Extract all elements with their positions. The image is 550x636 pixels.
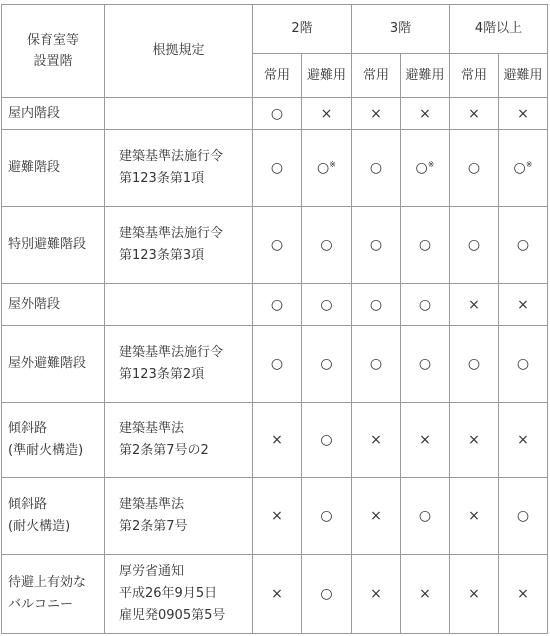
row-name-cell <box>2 403 105 478</box>
mark-symbol: × <box>468 508 480 524</box>
mark-cell <box>401 207 450 284</box>
header-floor-2: 2階 <box>253 5 352 54</box>
basis-cell <box>105 403 253 478</box>
mark-symbol: × <box>468 105 480 122</box>
table-row <box>2 130 548 207</box>
header-setting-floor-line1: 保育室等 <box>26 33 79 48</box>
mark-symbol: ○ <box>270 296 284 313</box>
footnote-asterisk: ※ <box>525 160 533 169</box>
basis-line: 建築基準法施行令 <box>119 226 224 241</box>
mark-symbol: ○ <box>467 160 481 176</box>
basis-line: 建築基準法 <box>119 421 185 436</box>
mark-symbol: ○ <box>369 237 383 253</box>
mark-symbol: ○ <box>369 356 383 372</box>
mark-cell <box>499 284 548 326</box>
basis-cell <box>105 478 253 555</box>
basis-line: 第2条第7号 <box>119 519 188 534</box>
mark-cell <box>352 98 401 130</box>
mark-symbol: × <box>468 296 480 313</box>
header-floor-4-plus: 4階以上 <box>450 5 548 54</box>
mark-cell <box>253 478 302 555</box>
mark-symbol: ○ <box>320 237 333 253</box>
mark-symbol: ○ <box>516 508 530 524</box>
mark-cell <box>302 98 352 130</box>
mark-cell <box>499 478 548 555</box>
mark-symbol: ○ <box>418 296 432 313</box>
header-normal-2: 常用 <box>253 54 302 98</box>
mark-cell <box>450 98 499 130</box>
row-name-cell <box>2 478 105 555</box>
mark-cell <box>450 403 499 478</box>
footnote-asterisk: ※ <box>427 160 435 169</box>
mark-cell <box>450 284 499 326</box>
header-normal-3: 常用 <box>352 54 401 98</box>
mark-symbol: × <box>517 432 529 448</box>
row-name-cell <box>2 284 105 326</box>
header-floor-3: 3階 <box>352 5 450 54</box>
mark-symbol: ○ <box>467 237 481 253</box>
mark-symbol: ○ <box>270 356 284 372</box>
row-name-line: 傾斜路 <box>8 497 48 512</box>
mark-symbol: × <box>370 586 382 602</box>
mark-cell <box>450 326 499 403</box>
row-name-line: (準耐火構造) <box>8 443 84 458</box>
basis-line: 建築基準法 <box>119 497 185 512</box>
mark-cell <box>401 98 450 130</box>
header-row-floors <box>2 5 548 54</box>
basis-line: 第2条第7号の2 <box>119 443 209 458</box>
mark-cell <box>302 403 352 478</box>
mark-cell <box>253 555 302 634</box>
basis-line: 雇児発0905第5号 <box>119 608 226 623</box>
mark-symbol: × <box>271 508 283 524</box>
mark-cell <box>253 98 302 130</box>
basis-cell <box>105 207 253 284</box>
mark-symbol: ○ <box>513 160 526 176</box>
mark-cell <box>499 555 548 634</box>
table-row <box>2 403 548 478</box>
mark-cell <box>352 326 401 403</box>
basis-line: 第123条第1項 <box>119 171 205 186</box>
mark-symbol: × <box>517 586 529 602</box>
mark-symbol: × <box>370 508 382 524</box>
mark-cell <box>253 403 302 478</box>
row-name-cell <box>2 98 105 130</box>
mark-cell <box>352 207 401 284</box>
table-row <box>2 207 548 284</box>
basis-cell <box>105 130 253 207</box>
mark-cell <box>450 478 499 555</box>
row-name-cell <box>2 130 105 207</box>
mark-cell <box>401 284 450 326</box>
table-row <box>2 326 548 403</box>
mark-cell <box>302 478 352 555</box>
mark-symbol: ○ <box>320 586 333 602</box>
row-name-line: 屋外階段 <box>8 296 61 312</box>
table-body <box>2 98 548 634</box>
mark-cell <box>302 207 352 284</box>
mark-cell <box>499 130 548 207</box>
mark-symbol: × <box>271 432 283 448</box>
mark-cell <box>450 555 499 634</box>
mark-symbol: × <box>517 105 529 122</box>
mark-symbol: ○ <box>270 237 284 253</box>
mark-cell <box>401 130 450 207</box>
mark-symbol: × <box>419 432 431 448</box>
mark-symbol: ○ <box>320 508 333 524</box>
basis-line: 厚労省通知 <box>119 564 185 579</box>
mark-symbol: × <box>370 105 382 122</box>
mark-symbol: × <box>271 586 283 602</box>
table-row <box>2 284 548 326</box>
footnote-asterisk: ※ <box>329 160 336 169</box>
row-name-cell <box>2 207 105 284</box>
mark-symbol: ○ <box>270 160 284 176</box>
mark-symbol: × <box>370 432 382 448</box>
basis-cell <box>105 555 253 634</box>
mark-symbol: ○ <box>320 296 333 313</box>
row-name-cell <box>2 326 105 403</box>
mark-symbol: ○ <box>369 296 383 313</box>
row-name-line: 特別避難階段 <box>8 237 87 252</box>
mark-cell <box>302 326 352 403</box>
mark-symbol: ○ <box>317 160 330 176</box>
mark-symbol: × <box>419 105 431 122</box>
basis-line: 建築基準法施行令 <box>119 345 224 360</box>
mark-symbol: ○ <box>320 356 333 372</box>
mark-cell <box>253 326 302 403</box>
header-evac-3: 避難用 <box>401 54 450 98</box>
mark-cell <box>401 403 450 478</box>
mark-cell <box>302 284 352 326</box>
mark-cell <box>499 98 548 130</box>
mark-cell <box>253 130 302 207</box>
stair-regulation-table <box>1 4 548 634</box>
basis-line: 第123条第2項 <box>119 367 205 382</box>
mark-cell <box>450 130 499 207</box>
row-name-line: 屋外避難階段 <box>8 356 87 371</box>
mark-symbol: ○ <box>320 432 333 448</box>
row-name-line: 屋内階段 <box>8 105 61 121</box>
mark-symbol: × <box>320 105 333 122</box>
mark-symbol: ○ <box>270 105 284 122</box>
basis-line: 平成26年9月5日 <box>119 586 218 601</box>
row-name-cell <box>2 555 105 634</box>
row-name-line: 待避上有効な <box>8 575 87 590</box>
header-basis: 根拠規定 <box>105 5 253 98</box>
mark-cell <box>253 284 302 326</box>
mark-symbol: ○ <box>418 237 432 253</box>
basis-cell <box>105 98 253 130</box>
basis-cell <box>105 326 253 403</box>
mark-cell <box>499 403 548 478</box>
basis-line: 建築基準法施行令 <box>119 149 224 164</box>
mark-symbol: ○ <box>467 356 481 372</box>
mark-symbol: ○ <box>516 356 530 372</box>
row-name-line: 避難階段 <box>8 160 61 175</box>
mark-symbol: × <box>517 296 529 313</box>
mark-symbol: × <box>419 586 431 602</box>
row-name-line: (耐火構造) <box>8 519 71 534</box>
mark-cell <box>352 284 401 326</box>
table-row <box>2 98 548 130</box>
row-name-line: バルコニー <box>8 597 74 612</box>
mark-cell <box>352 478 401 555</box>
mark-cell <box>352 555 401 634</box>
mark-cell <box>450 207 499 284</box>
mark-cell <box>253 207 302 284</box>
mark-symbol: ○ <box>418 356 432 372</box>
table-row <box>2 555 548 634</box>
table-row <box>2 478 548 555</box>
mark-cell <box>499 326 548 403</box>
mark-symbol: ○ <box>415 160 428 176</box>
mark-symbol: × <box>468 586 480 602</box>
mark-cell <box>302 130 352 207</box>
header-setting-floor-line2: 設置階 <box>33 54 73 69</box>
mark-cell <box>499 207 548 284</box>
mark-symbol: ○ <box>418 508 432 524</box>
mark-cell <box>401 326 450 403</box>
basis-line: 第123条第3項 <box>119 248 205 263</box>
mark-cell <box>352 403 401 478</box>
mark-cell <box>401 555 450 634</box>
mark-cell <box>401 478 450 555</box>
header-normal-4: 常用 <box>450 54 499 98</box>
basis-cell <box>105 284 253 326</box>
mark-symbol: ○ <box>369 160 383 176</box>
mark-symbol: ○ <box>516 237 530 253</box>
mark-symbol: × <box>468 432 480 448</box>
header-evac-4: 避難用 <box>499 54 548 98</box>
header-setting-floor <box>2 5 105 98</box>
row-name-line: 傾斜路 <box>8 421 48 436</box>
mark-cell <box>352 130 401 207</box>
header-evac-2: 避難用 <box>302 54 352 98</box>
mark-cell <box>302 555 352 634</box>
